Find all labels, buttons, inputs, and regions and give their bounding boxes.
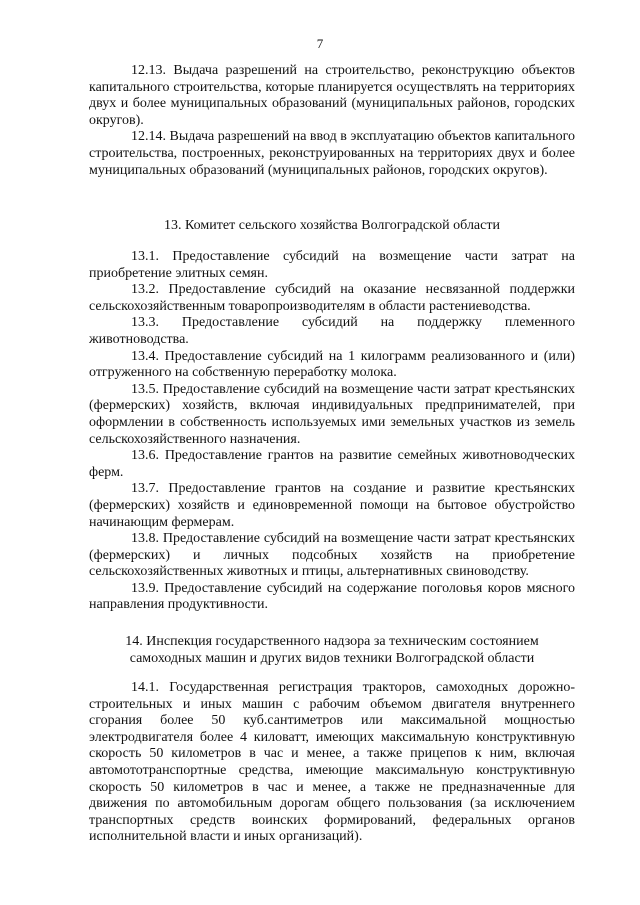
paragraph-12-14: 12.14. Выдача разрешений на ввод в эксплуатацию объектов капитального строительства, построенных, реконструированных на территориях двух и более муниципальных образований (муниципальных районов, городских округов). <box>89 129 576 178</box>
paragraph-12-13: 12.13. Выдача разрешений на строительство, реконструкцию объектов капитального строительства, которые планируется осуществлять на территориях двух и более муниципальных образований (муниципальных районов, городских округов). <box>89 63 575 128</box>
paragraph-13-8: 13.8. Предоставление субсидий на возмещение части затрат крестьянских (фермерских) и личных подсобных хозяйств на приобретение сельскохозяйственных животных и птицы, альтернативных свиноводству. <box>89 531 575 580</box>
paragraph-13-2: 13.2. Предоставление субсидий на оказание несвязанной поддержки сельскохозяйственным товаропроизводителям в области растениеводства. <box>89 282 575 314</box>
section-12-items <box>89 63 575 179</box>
paragraph-13-9: 13.9. Предоставление субсидий на содержание поголовья коров мясного направления продуктивности. <box>89 580 575 613</box>
section-heading-line: самоходных машин и других видов техники Волгоградской области <box>129 650 535 666</box>
section-14-items <box>89 680 575 846</box>
paragraph-13-4: 13.4. Предоставление субсидий на 1 килограмм реализованного и (или) отгруженного на собственную переработку молока. <box>89 348 575 381</box>
paragraph-13-6: 13.6. Предоставление грантов на развитие семейных животноводческих ферм. <box>89 448 575 480</box>
section-13-items <box>89 249 575 614</box>
paragraph-13-1: 13.1. Предоставление субсидий на возмещение части затрат на приобретение элитных семян. <box>89 249 575 281</box>
section-heading-line: 14. Инспекция государственного надзора за техническим состоянием <box>125 634 539 649</box>
section-14-heading <box>89 634 575 667</box>
section-13-heading <box>89 218 575 235</box>
paragraph-13-7: 13.7. Предоставление грантов на создание и развитие крестьянских (фермерских) хозяйств и единовременной помощи на бытовое обустройство начинающим фермерам. <box>89 481 575 530</box>
paragraph-13-3: 13.3. Предоставление субсидий на поддержку племенного животноводства. <box>89 315 575 347</box>
page-number: 7 <box>316 36 324 51</box>
paragraph-14-1: 14.1. Государственная регистрация тракторов, самоходных дорожно-строительных и иных машин с рабочим объемом двигателя внутреннего сгорания более 50 куб.сантиметров или максимальной мощностью электродвигателя более 4 киловатт, имеющих максимальную конструктивную скорость 50 километров в час и менее, а также прицепов к ним, включая автомототранспортные средства, имеющие максимальную конструктивную скорость 50 километров в час и менее, а также не предназначенные для движения по автомобильным дорогам общего пользования (за исключением транспортных средств воинских формирований, федеральных органов исполнительной власти и иных организаций). <box>89 680 575 845</box>
section-heading-line: 13. Комитет сельского хозяйства Волгоградской области <box>164 218 500 233</box>
paragraph-13-5: 13.5. Предоставление субсидий на возмещение части затрат крестьянских (фермерских) хозяйств, включая индивидуальных предпринимателей, при оформлении в собственность используемых ими земельных участков из земель сельскохозяйственного назначения. <box>89 381 575 447</box>
